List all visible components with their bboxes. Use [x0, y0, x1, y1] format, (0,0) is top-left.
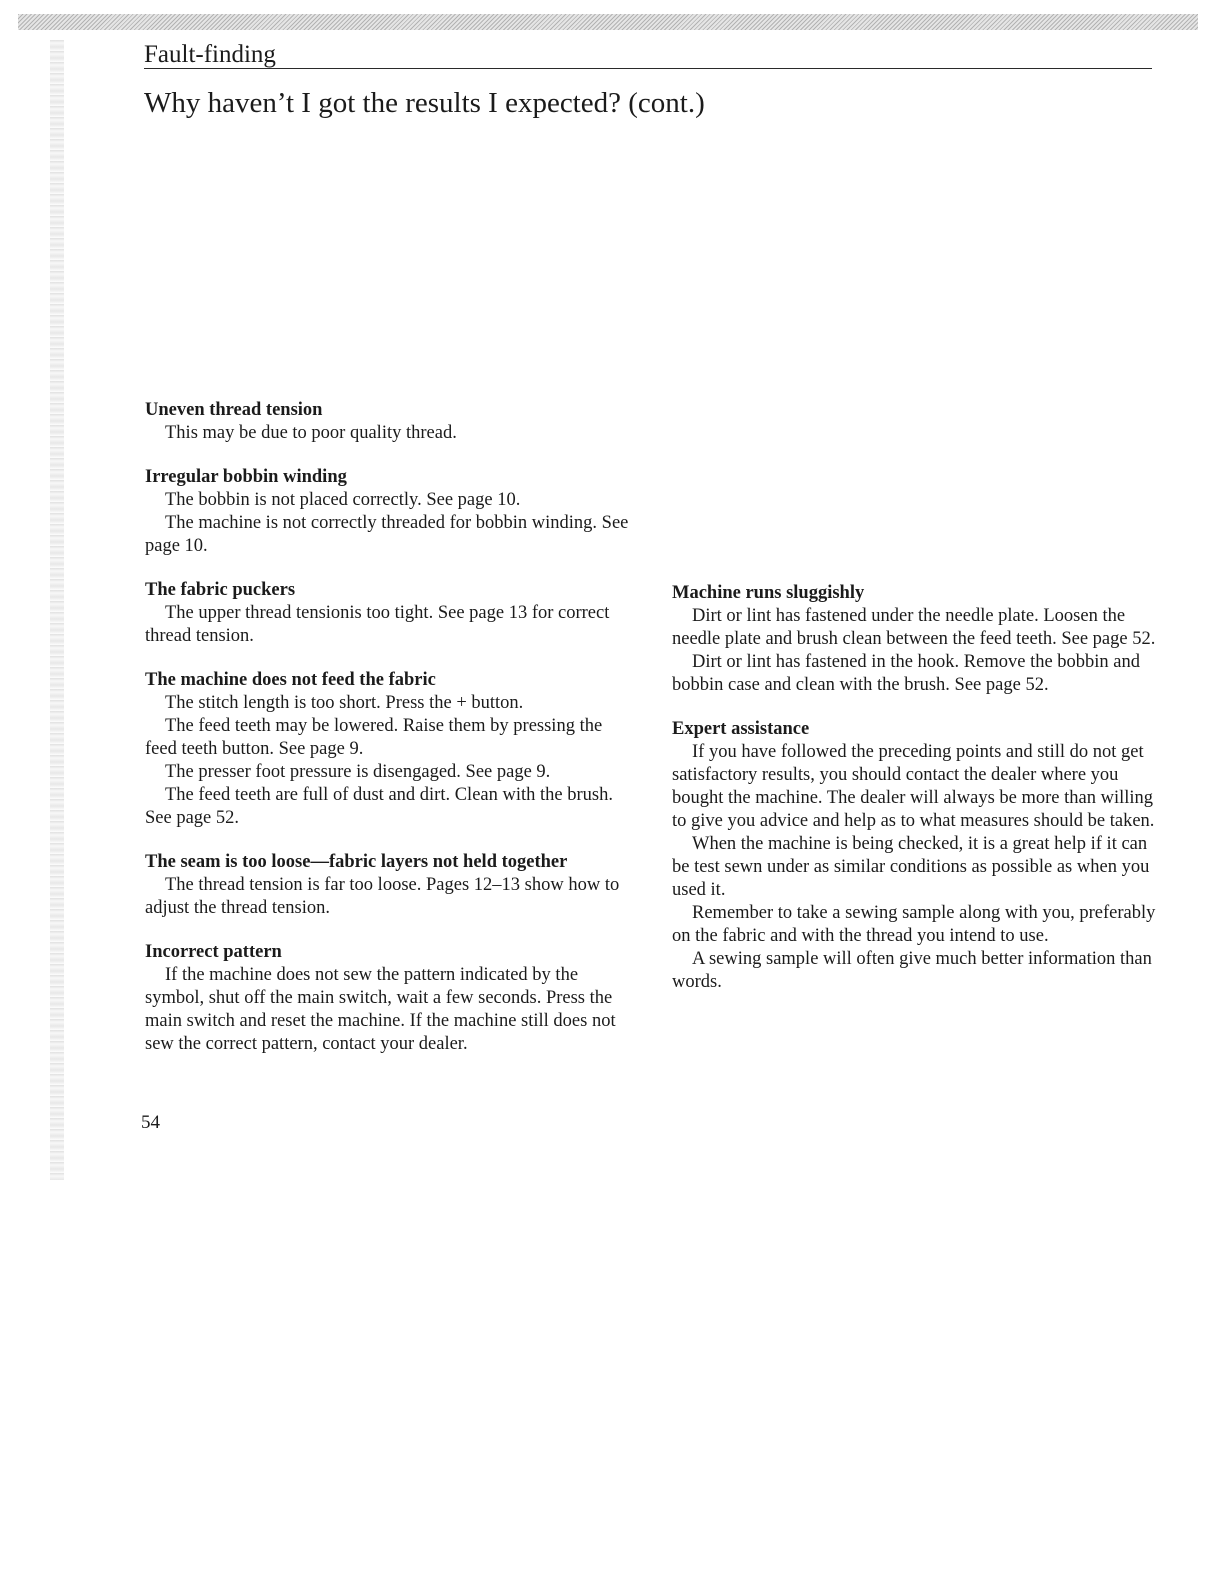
fault-text: If you have followed the preceding points and still do not get satisfactory results, you should contact the dealer where you bought the machine. The dealer will always be more than willing to give you advice and help as to what measures should be taken. [672, 742, 1155, 831]
fault-item-runs-sluggishly [672, 582, 1162, 697]
fault-item-incorrect-pattern [145, 941, 635, 1056]
fault-item-loose-seam [145, 851, 635, 920]
fault-heading: The machine does not feed the fabric [145, 670, 436, 690]
page-title: Why haven’t I got the results I expected? (cont.) [144, 87, 705, 119]
fault-text: When the machine is being checked, it is a great help if it can be test sewn under as similar conditions as possible as when you used it. [672, 834, 1150, 900]
fault-heading: Machine runs sluggishly [672, 583, 865, 603]
fault-text: Remember to take a sewing sample along with you, preferably on the fabric and with the thread you intend to use. [672, 903, 1156, 946]
left-column [145, 399, 635, 1077]
fault-text: The stitch length is too short. Press the + button. [165, 693, 524, 713]
fault-heading: Irregular bobbin winding [145, 467, 347, 487]
fault-text: Dirt or lint has fastened in the hook. Remove the bobbin and bobbin case and clean with the brush. See page 52. [672, 652, 1141, 695]
scan-binding-edge [50, 40, 64, 1180]
fault-item-bobbin-winding [145, 466, 635, 558]
right-column [672, 582, 1162, 1015]
fault-text: The bobbin is not placed correctly. See page 10. [165, 490, 521, 510]
section-header: Fault-finding [144, 42, 1152, 69]
fault-text: This may be due to poor quality thread. [165, 423, 457, 443]
fault-item-fabric-puckers [145, 579, 635, 648]
scan-border-stripe [18, 14, 1198, 30]
fault-item-expert-assistance [672, 718, 1162, 994]
fault-text: A sewing sample will often give much better information than words. [672, 949, 1152, 992]
page-number: 54 [141, 1112, 160, 1133]
fault-heading: The seam is too loose—fabric layers not held together [145, 852, 568, 872]
fault-text: Dirt or lint has fastened under the needle plate. Loosen the needle plate and brush clean between the feed teeth. See page 52. [672, 606, 1156, 649]
fault-text: The thread tension is far too loose. Pages 12–13 show how to adjust the thread tension. [145, 875, 620, 918]
fault-text: The machine is not correctly threaded for bobbin winding. See page 10. [145, 513, 629, 556]
fault-item-no-feed [145, 669, 635, 830]
fault-text: If the machine does not sew the pattern indicated by the symbol, shut off the main switch, wait a few seconds. Press the main switch and reset the machine. If the machine still does not sew the correct pattern, contact your dealer. [145, 965, 616, 1054]
fault-text: The presser foot pressure is disengaged. See page 9. [165, 762, 551, 782]
fault-text: The upper thread tensionis too tight. See page 13 for correct thread tension. [145, 603, 610, 646]
fault-heading: Uneven thread tension [145, 400, 323, 420]
fault-heading: The fabric puckers [145, 580, 296, 600]
fault-heading: Expert assistance [672, 719, 810, 739]
fault-text: The feed teeth may be lowered. Raise them by pressing the feed teeth button. See page 9. [145, 716, 603, 759]
fault-item-uneven-tension [145, 399, 635, 445]
fault-text: The feed teeth are full of dust and dirt. Clean with the brush. See page 52. [145, 785, 613, 828]
fault-heading: Incorrect pattern [145, 942, 282, 962]
